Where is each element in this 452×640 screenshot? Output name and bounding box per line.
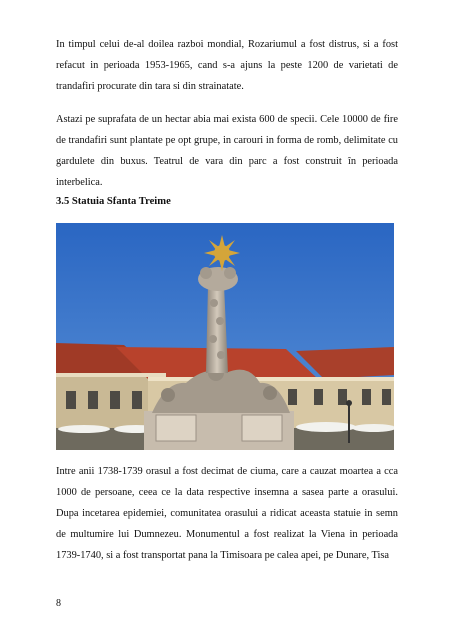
page-number: 8 (56, 598, 61, 609)
section-heading: 3.5 Statuia Sfanta Treime (56, 196, 171, 207)
paragraph-rosarium-history: In timpul celui de-al doilea razboi mondial, Rozariumul a fost distrus, si a fost refacut in perioada 1953-1965, cand s-a ajuns la peste 1200 de varietati de trandafiri procurate din tara si din strainatate. (56, 39, 398, 92)
holy-trinity-statue-photo (56, 223, 394, 450)
paragraph-plague-history: Intre anii 1738-1739 orasul a fost decimat de ciuma, care a cauzat moartea a cca 1000 de persoane, ceea ce la data respective insemna a sasea parte a orasului. Dupa incetarea epidemiei, comunitatea orasului a ridicat aceasta statuie in semn de multumire lui Dumnezeu. Monumentul a fost realizat la Viena in perioada 1739-1740, si a fost transportat pana la Timisoara pe calea apei, pe Dunare, Tisa (56, 466, 398, 561)
statue-photo-illustration (56, 223, 394, 450)
paragraph-rosarium-today: Astazi pe suprafata de un hectar abia mai exista 600 de specii. Cele 10000 de fire de trandafiri sunt plantate pe opt grupe, in carouri in forma de romb, delimitate cu gardulete din buxus. Teatrul de vara din parc a fost construit în perioada interbelica. (56, 114, 398, 188)
